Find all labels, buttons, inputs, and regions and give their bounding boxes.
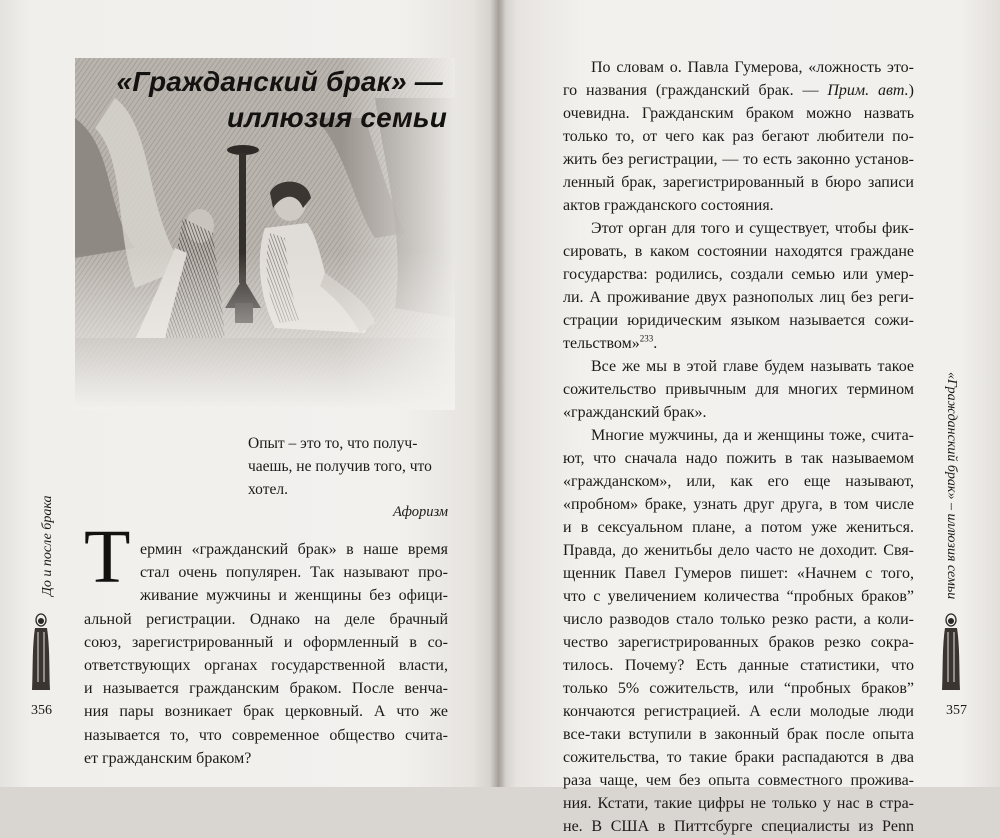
text-line: живание мужчины и женщины без офици- [140, 587, 448, 605]
epigraph-author: Афоризм [392, 504, 448, 520]
text-line: «гражданском», или, как его еще называют, [563, 473, 914, 490]
text-line: альной регистрации. Однако на деле брачный [84, 610, 448, 628]
text-line: «гражданский брак». [563, 404, 707, 421]
epigraph-line-3: хотел. [248, 481, 288, 498]
text-line: сожительство привычным для многих термином [563, 381, 914, 398]
text-line [563, 332, 914, 355]
note-close: ) [908, 82, 914, 99]
text-line: называется то, что современное общество счита- [84, 726, 448, 744]
epigraph-line-2: чаешь, не получив того, что [248, 458, 432, 475]
text-line: ния пары возникает брак церковный. А что же [84, 703, 448, 721]
text-line: Правда, до женитьбы дело часто не доходит. Свя- [563, 542, 914, 559]
epigraph [248, 432, 448, 524]
text-line [563, 79, 914, 102]
author-note: Прим. авт. [827, 82, 909, 99]
left-page [0, 0, 497, 787]
text-line: что с увеличением количества “пробных браков” [563, 588, 914, 605]
drop-cap: Т [84, 515, 131, 599]
text-line: ленный брак, зарегистрированный в бюро записи [563, 174, 914, 191]
text-line: ют, что сначала надо пожить в так называемом [563, 450, 914, 467]
text-line: кончаются регистрацией. А если молодые люди [563, 703, 914, 720]
text-line: Все же мы в этой главе будем называть такое [591, 358, 914, 375]
text-line: ответствующих органах государственной власти, [84, 657, 448, 675]
text-line: государства: родились, создали семью или умер- [563, 266, 914, 283]
text-line: не. В США в Питтсбурге специалисты из Penn [563, 818, 914, 835]
text-line: ли. А проживание двух разнополых лиц без реги- [563, 289, 914, 306]
text-fragment: . [653, 335, 658, 352]
saint-figure-icon [940, 612, 962, 692]
chapter-title-line-1: «Гражданский брак» — [116, 66, 443, 97]
right-body-text [563, 56, 914, 838]
book-gutter [490, 0, 506, 787]
text-line: «пробном» браке, узнать друг друга, в том числе [563, 496, 914, 513]
text-line: страции юридическим языком называется сожи- [563, 312, 914, 329]
page-number-right: 357 [946, 703, 967, 718]
running-head-right: «Гражданский брак» – иллюзия семьи [944, 372, 959, 600]
text-line: тилось. Почему? Есть данные статистики, что [563, 657, 914, 674]
text-line: ния. Кстати, такие цифры не только у нас в стра- [563, 795, 914, 812]
chapter-title [95, 58, 447, 134]
text-line: актов гражданского состояния. [563, 197, 774, 214]
text-line: и называется гражданским браком. После венча- [84, 680, 448, 698]
text-line: союз, зарегистрированный и оформленный в со- [84, 633, 448, 651]
text-line: раза чаще, чем без опыта совместного прожива- [563, 772, 914, 789]
epigraph-line-1: Опыт – это то, что получ- [248, 435, 418, 452]
text-line: только то, от чего как раз бегают любители по- [563, 128, 914, 145]
page-number-left: 356 [31, 703, 52, 718]
text-fragment: го названия (гражданский брак. — [563, 82, 819, 99]
text-line: сировать, в каком состоянии находятся граждане [563, 243, 914, 260]
text-line: число разводов стало только резко расти, а коли- [563, 611, 914, 628]
saint-figure-icon [30, 612, 52, 692]
text-line: Этот орган для того и существует, чтобы фик- [591, 220, 914, 237]
text-line: только 5% сожительств, или “пробных браков” [563, 680, 914, 697]
left-body-text [84, 538, 448, 770]
text-line: чество зарегистрированных браков резко сокра- [563, 634, 914, 651]
text-line: стал очень популярен. Так называют про- [140, 564, 448, 582]
text-line: очевидна. Гражданским браком можно назвать [563, 105, 914, 122]
text-line: щенник Павел Гумеров пишет: «Начнем с того, [563, 565, 914, 582]
text-line: Многие мужчины, да и женщины тоже, счита- [591, 427, 914, 444]
chapter-title-line-2: иллюзия семьи [227, 102, 447, 133]
text-fragment: тельством» [563, 335, 640, 352]
text-line: все-таки вступили в законный брак после опыта [563, 726, 914, 743]
running-head-left: До и после брака [40, 495, 55, 596]
text-line: ермин «гражданский брак» в наше время [140, 541, 448, 558]
text-line: жить без регистрации, — то есть законно установ- [563, 151, 914, 168]
footnote-ref[interactable]: 233 [639, 333, 654, 344]
right-page [497, 0, 1000, 835]
text-line: сожительства, то такие браки распадаются в два [563, 749, 914, 766]
text-line: и в сексуальном плане, а потом уже жениться. [563, 519, 914, 536]
text-line: По словам о. Павла Гумерова, «ложность это- [591, 59, 914, 76]
text-line: ет гражданским браком? [84, 749, 252, 767]
